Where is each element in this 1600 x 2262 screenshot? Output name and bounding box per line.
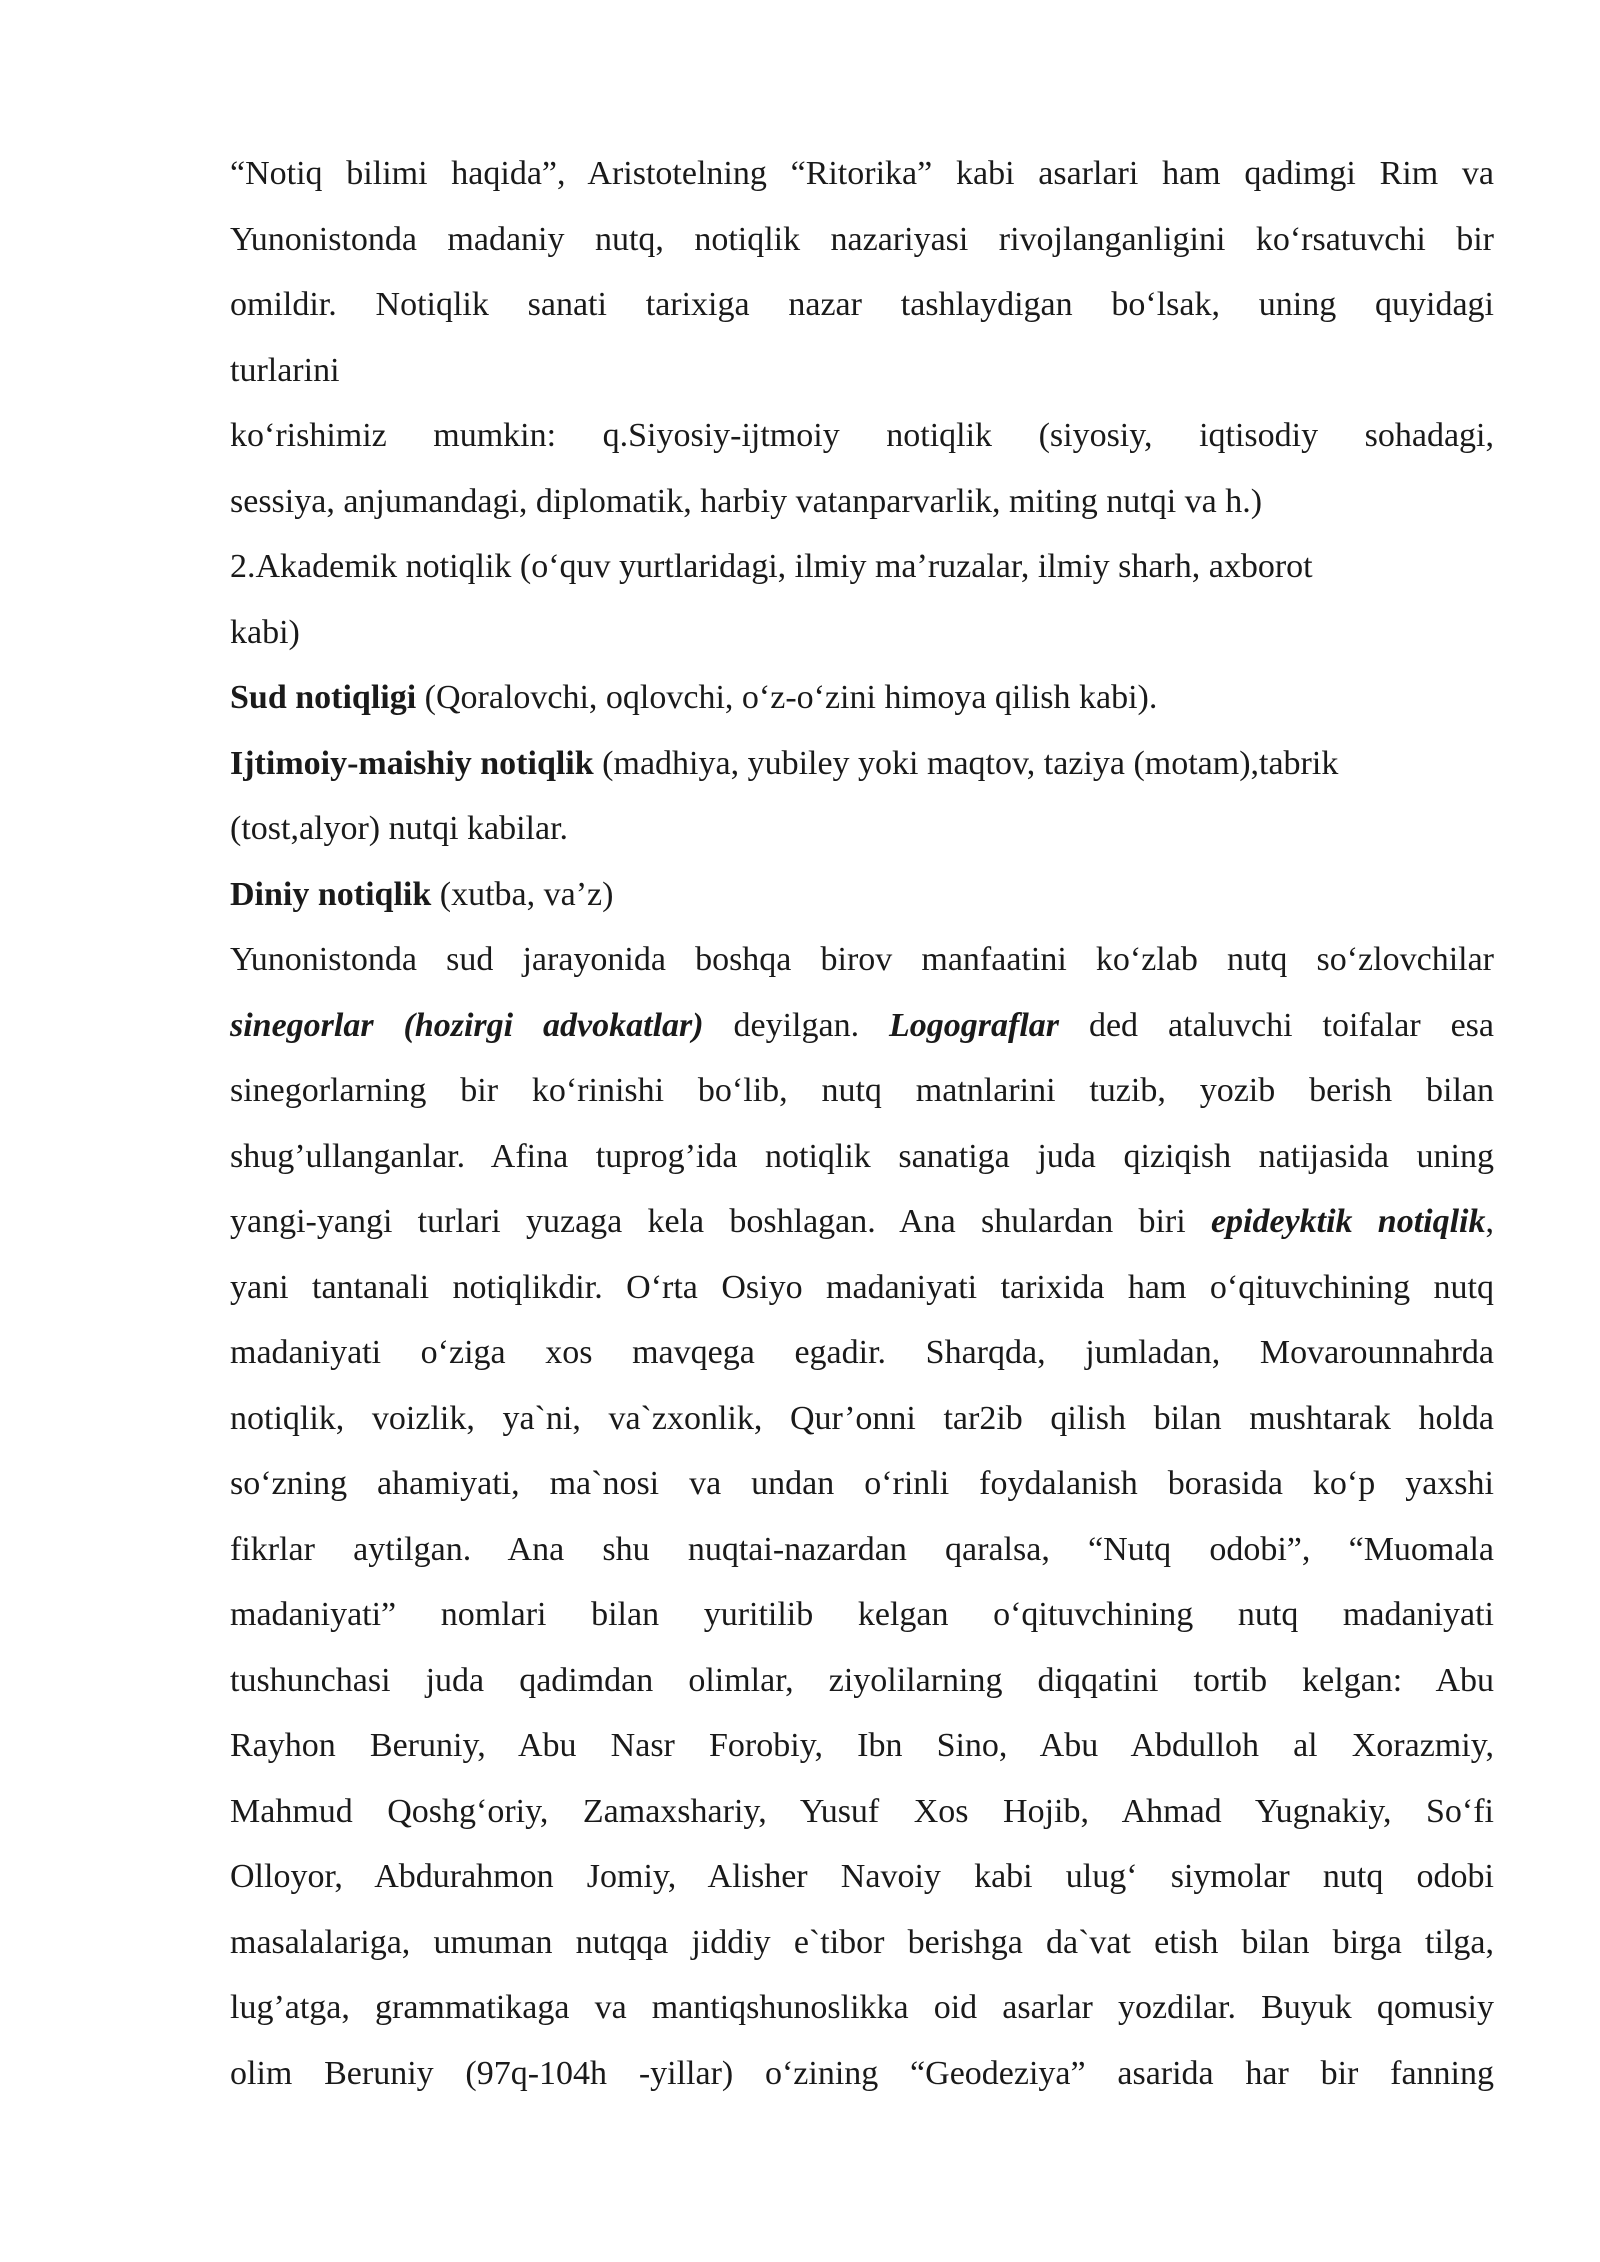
text-line: omildir. Notiqlik sanati tarixiga nazar tashlaydigan boʻlsak, uning quyidagi <box>230 286 1494 323</box>
text-line: masalalariga, umuman nutqqa jiddiy e`tibor berishga da`vat etish bilan birga tilga, <box>230 1923 1494 1961</box>
text-line: 2.Akademik notiqlik (oʻquv yurtlaridagi, ilmiy maʼruzalar, ilmiy sharh, axborot <box>230 548 1313 585</box>
text-line: koʻrishimiz mumkin: q.Siyosiy-ijtmoiy notiqlik (siyosiy, iqtisodiy sohadagi, <box>230 417 1494 454</box>
text-line: yani tantanali notiqlikdir. Oʻrta Osiyo madaniyati tarixida ham oʻqituvchining nutq <box>230 1268 1494 1306</box>
text-line: soʻzning ahamiyati, ma`nosi va undan oʻrinli foydalanish borasida koʻp yaxshi <box>230 1465 1494 1502</box>
text-line: notiqlik, voizlik, ya`ni, va`zxonlik, Qur’onni tar2ib qilish bilan mushtarak holda <box>230 1399 1494 1437</box>
text-line: fikrlar aytilgan. Ana shu nuqtai-nazardan qaralsa, “Nutq odobi”, “Muomala <box>230 1530 1494 1568</box>
text-line: Mahmud Qoshgʻoriy, Zamaxshariy, Yusuf Xos Hojib, Ahmad Yugnakiy, Soʻfi <box>230 1792 1494 1830</box>
list-item-text: (Qoralovchi, oqlovchi, oʻz-oʻzini himoya qilish kabi). <box>416 679 1158 716</box>
intro-paragraph <box>230 141 1494 665</box>
term-ijtimoiy-maishiy: Ijtimoiy-maishiy notiqlik <box>230 744 594 782</box>
term-sinegorlar: sinegorlar (hozirgi advokatlar) <box>230 1006 704 1044</box>
text-line: sinegorlarning bir koʻrinishi boʻlib, nutq matnlarini tuzib, yozib berish bilan <box>230 1072 1494 1109</box>
text-line: olim Beruniy (97q-104h -yillar) oʻzining “Geodeziya” asarida har bir fanning <box>230 2054 1494 2092</box>
document-page <box>230 141 1494 2106</box>
text-line: Olloyor, Abdurahmon Jomiy, Alisher Navoiy kabi ulugʻ siymolar nutq odobi <box>230 1858 1494 1895</box>
term-logograflar: Logograflar <box>889 1006 1060 1044</box>
text-line: Yunonistonda madaniy nutq, notiqlik nazariyasi rivojlanganligini koʻrsatuvchi bir <box>230 220 1494 258</box>
list-item-sud <box>230 665 1494 731</box>
text-line: Rayhon Beruniy, Abu Nasr Forobiy, Ibn Sino, Abu Abdulloh al Xorazmiy, <box>230 1727 1494 1764</box>
text-line: turlarini <box>230 351 340 389</box>
term-sud-notiqligi: Sud notiqligi <box>230 679 417 716</box>
text-line: “Notiq bilimi haqida”, Aristotelning “Ritorika” kabi asarlari ham qadimgi Rim va <box>230 155 1494 192</box>
list-item-diniy <box>230 862 1494 928</box>
list-item-text: (madhiya, yubiley yoki maqtov, taziya (motam),tabrik <box>593 744 1339 782</box>
list-item-text: (xutba, va’z) <box>431 875 614 913</box>
list-item-text: (tost,alyor) nutqi kabilar. <box>230 810 569 847</box>
text-line: sinegorlar (hozirgi advokatlar) deyilgan. Logograflar ded ataluvchi toifalar esa <box>230 1006 1495 1044</box>
text-line: shug’ullanganlar. Afina tuprog’ida notiqlik sanatiga juda qiziqish natijasida uning <box>230 1137 1494 1175</box>
body-paragraph <box>230 927 1494 2106</box>
text-line: Yunonistonda sud jarayonida boshqa birov manfaatini koʻzlab nutq soʻzlovchilar <box>230 941 1494 978</box>
text-line: lug’atga, grammatikaga va mantiqshunoslikka oid asarlar yozdilar. Buyuk qomusiy <box>230 1989 1494 2026</box>
text-line: madaniyati” nomlari bilan yuritilib kelgan oʻqituvchining nutq madaniyati <box>230 1596 1494 1633</box>
text-line: yangi-yangi turlari yuzaga kela boshlagan. Ana shulardan biri epideyktik notiqlik, <box>230 1203 1494 1240</box>
text-line: tushunchasi juda qadimdan olimlar, ziyolilarning diqqatini tortib kelgan: Abu <box>230 1661 1494 1699</box>
text-line: sessiya, anjumandagi, diplomatik, harbiy vatanparvarlik, miting nutqi va h.) <box>230 482 1263 520</box>
text-line: madaniyati oʻziga xos mavqega egadir. Sharqda, jumladan, Movarounnahrda <box>230 1334 1494 1371</box>
term-diniy-notiqlik: Diniy notiqlik <box>230 875 432 913</box>
list-item-ijtimoiy <box>230 731 1494 862</box>
text-line: kabi) <box>230 613 300 651</box>
term-epideyktik: epideyktik notiqlik <box>1210 1203 1486 1240</box>
